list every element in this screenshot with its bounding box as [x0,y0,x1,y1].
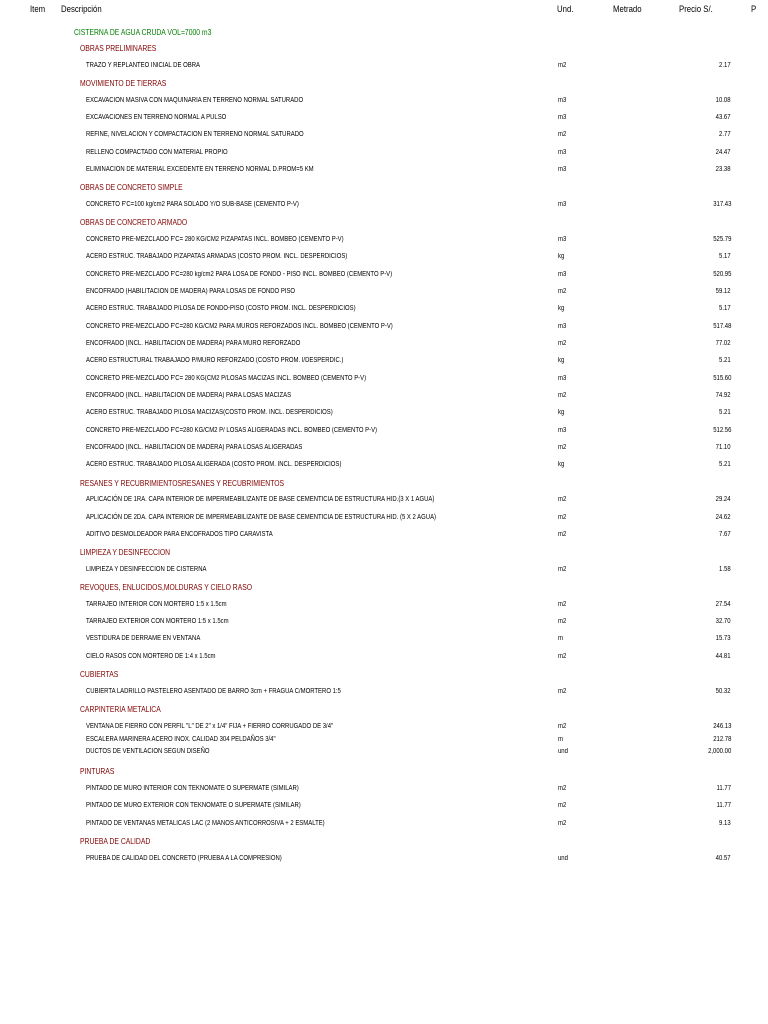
row-price: 9.13 [719,820,731,827]
row-unit: m3 [558,271,567,278]
row-description: ACERO ESTRUCTURAL TRABAJADO P/MURO REFORZADO (COSTO PROM. I/DESPERDIC.) [86,357,344,364]
row-description: CONCRETO PRE-MEZCLADO F'C=280 KG/CM2 P/ LOSAS ALIGERADAS INCL. BOMBEO (CEMENTO P-V) [86,427,378,434]
row-description: APLICACIÓN DE 2DA. CAPA INTERIOR DE IMPERMEABILIZANTE DE BASE CEMENTICIA DE ESTRUCTURA HID. (5 X 2 AGUA) [86,514,437,521]
section-heading: CARPINTERIA METALICA [80,705,161,714]
row-price: 50.32 [716,688,731,695]
row-unit: m3 [558,375,567,382]
section-heading: RESANES Y RECUBRIMIENTOSRESANES Y RECUBRIMIENTOS [80,479,285,488]
table-row [0,820,768,830]
row-unit: und [558,748,568,755]
section-heading: PINTURAS [80,767,115,776]
row-description: ADITIVO DESMOLDEADOR PARA ENCOFRADOS TIPO CARAVISTA [86,531,273,538]
row-price: 1.58 [719,566,731,573]
row-unit: m3 [558,166,567,173]
table-row [0,201,768,211]
row-unit: und [558,855,568,862]
row-description: ACERO ESTRUC. TRABAJADO P/ZAPATAS ARMADAS (COSTO PROM. INCL. DESPERDICIOS) [86,253,348,260]
row-price: 7.67 [719,531,731,538]
row-unit: m3 [558,323,567,330]
row-price: 317.43 [712,201,731,208]
row-description: ELIMINACION DE MATERIAL EXCEDENTE EN TERRENO NORMAL D.PROM=5 KM [86,166,314,173]
row-price: 5.21 [719,461,731,468]
section-heading: OBRAS DE CONCRETO ARMADO [80,218,188,227]
row-description: VESTIDURA DE DERRAME EN VENTANA [86,635,201,642]
row-price: 246.13 [712,723,731,730]
row-description: CONCRETO F'C=100 kg/cm2 PARA SOLADO Y/O SUB-BASE (CEMENTO P-V) [86,201,299,208]
row-unit: m3 [558,236,567,243]
row-unit: m2 [558,444,567,451]
table-row [0,305,768,315]
table-row [0,166,768,176]
table-row [0,271,768,281]
row-unit: kg [558,305,565,312]
row-price: 24.62 [716,514,731,521]
row-unit: m2 [558,723,567,730]
row-description: EXCAVACIONES EN TERRENO NORMAL A PULSO [86,114,227,121]
row-price: 520.95 [712,271,731,278]
row-unit: m3 [558,427,567,434]
row-unit: kg [558,461,565,468]
table-row [0,566,768,576]
header-descripcion: Descripción [61,4,102,15]
row-unit: m2 [558,288,567,295]
table-row [0,427,768,437]
table-row [0,531,768,541]
row-description: PINTADO DE MURO INTERIOR CON TEKNOMATE O SUPERMATE (SIMILAR) [86,785,299,792]
row-price: 23.38 [716,166,731,173]
section-heading: OBRAS PRELIMINARES [80,44,157,53]
table-row [0,357,768,367]
row-description: TRAZO Y REPLANTEO INICIAL DE OBRA [86,62,200,69]
row-description: CONCRETO PRE-MEZCLADO F'C=280 KG/CM2 PARA MUROS REFORZADOS INCL. BOMBEO (CEMENTO P-V) [86,323,393,330]
row-price: 32.70 [716,618,731,625]
row-price: 2.77 [719,131,731,138]
table-row [0,131,768,141]
row-price: 27.54 [716,601,731,608]
row-price: 525.79 [712,236,731,243]
row-price: 11.77 [716,802,731,809]
row-description: TARRAJEO INTERIOR CON MORTERO 1:5 x 1.5cm [86,601,227,608]
row-description: PINTADO DE MURO EXTERIOR CON TEKNOMATE O SUPERMATE (SIMILAR) [86,802,301,809]
row-unit: m2 [558,531,567,538]
row-description: ACERO ESTRUC. TRABAJADO P/LOSA ALIGERADA (COSTO PROM. INCL. DESPERDICIOS) [86,461,342,468]
table-row [0,723,768,733]
table-row [0,653,768,663]
row-price: 2,000.00 [707,748,731,755]
row-price: 29.24 [716,496,731,503]
row-description: PINTADO DE VENTANAS METALICAS LAC (2 MANOS ANTICORROSIVA + 2 ESMALTE) [86,820,325,827]
row-price: 5.17 [719,305,731,312]
table-row [0,253,768,263]
header-parcial: P [751,4,757,15]
row-description: CONCRETO PRE-MEZCLADO F'C=280 kg/cm2 PARA LOSA DE FONDO - PISO INCL. BOMBEO (CEMENTO P-V) [86,271,393,278]
row-description: REFINE, NIVELACION Y COMPACTACION EN TERRENO NORMAL SATURADO [86,131,304,138]
row-description: APLICACIÓN DE 1RA. CAPA INTERIOR DE IMPERMEABILIZANTE DE BASE CEMENTICIA DE ESTRUCTURA HID.(3 X 1 AGUA) [86,496,435,503]
row-price: 43.67 [716,114,731,121]
table-row [0,618,768,628]
row-unit: m2 [558,131,567,138]
row-unit: m3 [558,114,567,121]
row-price: 71.10 [716,444,731,451]
table-row [0,601,768,611]
row-description: DUCTOS DE VENTILACION SEGUN DISEÑO [86,748,210,755]
row-unit: m3 [558,149,567,156]
table-row [0,688,768,698]
table-row [0,444,768,454]
row-price: 44.81 [716,653,731,660]
row-description: LIMPIEZA Y DESINFECCION DE CISTERNA [86,566,207,573]
table-row [0,736,768,746]
row-unit: m2 [558,618,567,625]
row-price: 11.77 [716,785,731,792]
row-price: 15.73 [716,635,731,642]
document-title: CISTERNA DE AGUA CRUDA VOL=7000 m3 [74,28,212,37]
table-row [0,340,768,350]
row-description: ACERO ESTRUC. TRABAJADO P/LOSA MACIZAS(COSTO PROM. INCL. DESPERDICIOS) [86,409,333,416]
row-unit: m2 [558,392,567,399]
section-heading: REVOQUES, ENLUCIDOS,MOLDURAS Y CIELO RASO [80,583,253,592]
row-price: 5.17 [719,253,731,260]
row-unit: kg [558,409,565,416]
table-row [0,323,768,333]
table-row [0,855,768,865]
table-row [0,62,768,72]
row-unit: m2 [558,496,567,503]
table-row [0,785,768,795]
section-heading: MOVIMIENTO DE TIERRAS [80,79,167,88]
row-description: ENCOFRADO (HABILITACION DE MADERA) PARA LOSAS DE FONDO PISO [86,288,296,295]
row-unit: m2 [558,62,567,69]
row-price: 24.47 [716,149,731,156]
row-unit: m2 [558,785,567,792]
row-description: ENCOFRADO (INCL. HABILITACION DE MADERA) PARA LOSAS MACIZAS [86,392,292,399]
table-row [0,514,768,524]
row-description: ACERO ESTRUC. TRABAJADO P/LOSA DE FONDO-PISO (COSTO PROM. INCL. DESPERDICIOS) [86,305,356,312]
row-price: 5.21 [719,409,731,416]
row-description: CIELO RASOS CON MORTERO DE 1:4 x 1.5cm [86,653,216,660]
row-price: 40.57 [716,855,731,862]
section-heading: LIMPIEZA Y DESINFECCION [80,548,171,557]
table-row [0,288,768,298]
header-metrado: Metrado [613,4,642,15]
header-precio: Precio S/. [679,4,713,15]
row-price: 59.12 [716,288,731,295]
row-unit: kg [558,253,565,260]
table-row [0,114,768,124]
row-unit: kg [558,357,565,364]
row-description: ESCALERA MARINERA ACERO INOX. CALIDAD 304 PELDAÑOS 3/4" [86,736,276,743]
row-price: 74.92 [716,392,731,399]
row-description: VENTANA DE FIERRO CON PERFIL "L" DE 2" x 1/4" FIJA + FIERRO CORRUGADO DE 3/4" [86,723,334,730]
row-description: EXCAVACION MASIVA CON MAQUINARIA EN TERRENO NORMAL SATURADO [86,97,304,104]
table-row [0,635,768,645]
row-price: 515.60 [712,375,731,382]
section-heading: PRUEBA DE CALIDAD [80,837,151,846]
row-unit: m [558,736,563,743]
table-row [0,392,768,402]
row-price: 5.21 [719,357,731,364]
row-price: 512.56 [712,427,731,434]
row-description: CONCRETO PRE-MEZCLADO F'C= 280 KG(CM2 P/LOSAS MACIZAS INCL. BOMBEO (CEMENTO P-V) [86,375,367,382]
table-row [0,748,768,758]
row-unit: m3 [558,201,567,208]
row-price: 77.02 [716,340,731,347]
table-row [0,496,768,506]
header-item: Item [30,4,46,15]
row-unit: m2 [558,340,567,347]
table-row [0,802,768,812]
row-description: TARRAJEO EXTERIOR CON MORTERO 1:5 x 1.5cm [86,618,229,625]
header-und: Und. [557,4,574,15]
row-description: ENCOFRADO (INCL. HABILITACION DE MADERA) PARA MURO REFORZADO [86,340,301,347]
table-row [0,375,768,385]
section-heading: OBRAS DE CONCRETO SIMPLE [80,183,183,192]
row-unit: m2 [558,802,567,809]
row-unit: m3 [558,97,567,104]
row-unit: m2 [558,601,567,608]
table-row [0,409,768,419]
row-description: CONCRETO PRE-MEZCLADO F'C= 280 KG/CM2 P/ZAPATAS INCL. BOMBEO (CEMENTO P-V) [86,236,344,243]
table-row [0,461,768,471]
row-description: CUBIERTA LADRILLO PASTELERO ASENTADO DE BARRO 3cm + FRAGUA C/MORTERO 1:5 [86,688,341,695]
row-price: 10.08 [716,97,731,104]
row-unit: m [558,635,563,642]
table-row [0,149,768,159]
table-row [0,236,768,246]
row-price: 517.48 [712,323,731,330]
row-price: 212.78 [712,736,731,743]
row-unit: m2 [558,688,567,695]
row-unit: m2 [558,820,567,827]
row-unit: m2 [558,653,567,660]
row-description: PRUEBA DE CALIDAD DEL CONCRETO (PRUEBA A LA COMPRESION) [86,855,282,862]
table-row [0,97,768,107]
row-description: ENCOFRADO (INCL. HABILITACION DE MADERA) PARA LOSAS ALIGERADAS [86,444,303,451]
row-price: 2.17 [719,62,731,69]
row-description: RELLENO COMPACTADO CON MATERIAL PROPIO [86,149,228,156]
row-unit: m2 [558,566,567,573]
row-unit: m2 [558,514,567,521]
section-heading: CUBIERTAS [80,670,119,679]
